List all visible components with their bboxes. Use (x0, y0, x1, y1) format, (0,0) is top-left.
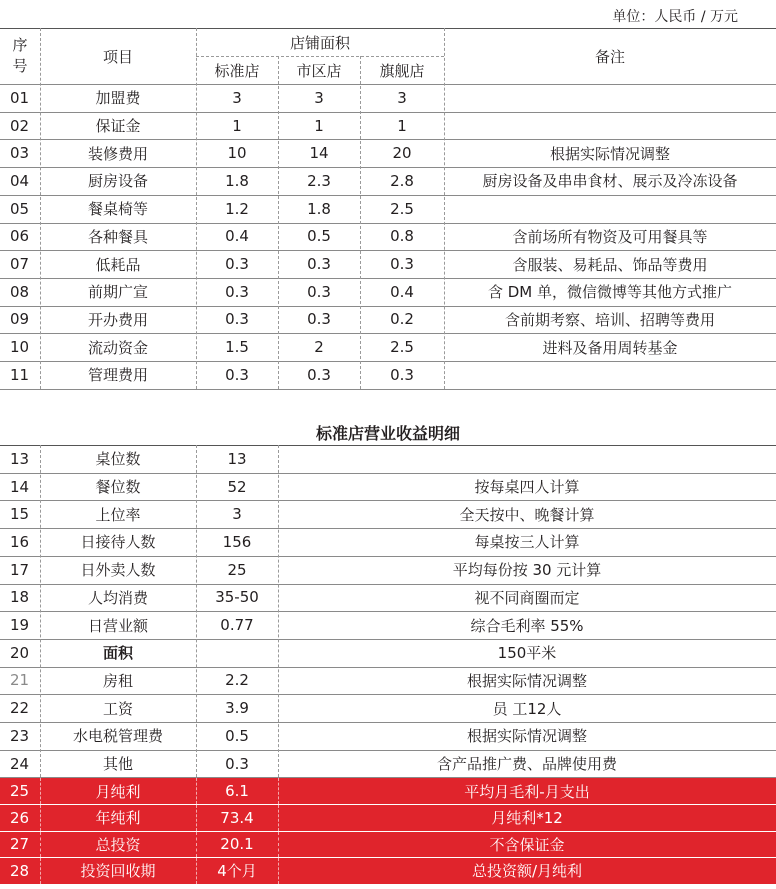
row-flagship: 2.8 (390, 171, 414, 190)
row-note (444, 112, 776, 140)
row-value: 3 (232, 505, 242, 524)
column-divider (40, 805, 41, 831)
row-number: 06 (10, 227, 30, 246)
row-urban: 0.3 (307, 282, 331, 301)
column-divider (40, 445, 41, 777)
row-number: 08 (10, 282, 30, 301)
row-note: 月纯利*12 (491, 809, 563, 828)
row-number: 09 (10, 310, 30, 329)
section-title: 标准店营业收益明细 (315, 424, 460, 443)
row-item: 加盟费 (95, 89, 141, 108)
row-item: 保证金 (95, 117, 141, 136)
row-note: 150平米 (497, 644, 557, 663)
row-number: 23 (10, 726, 30, 745)
row-flagship: 1 (397, 116, 407, 135)
row-standard: 3 (232, 88, 242, 107)
row-urban: 2 (314, 338, 324, 357)
row-urban: 0.3 (307, 365, 331, 384)
unit-label: 单位：人民币 / 万元 (612, 9, 738, 25)
row-note: 根据实际情况调整 (549, 144, 670, 163)
row-number: 27 (10, 835, 30, 854)
column-divider (278, 778, 279, 804)
row-item: 开办费用 (87, 310, 148, 329)
row-item: 桌位数 (95, 450, 141, 469)
column-divider (278, 445, 279, 777)
row-item: 日营业额 (87, 616, 148, 635)
row-flagship: 20 (392, 144, 412, 163)
column-divider (278, 805, 279, 831)
row-number: 17 (10, 560, 30, 579)
column-divider (196, 858, 197, 884)
row-note: 进料及备用周转基金 (542, 338, 678, 357)
row-note: 每桌按三人计算 (474, 533, 580, 552)
row-urban: 14 (309, 144, 329, 163)
row-note: 全天按中、晚餐计算 (459, 505, 595, 524)
row-urban: 0.5 (307, 227, 331, 246)
row-item: 日接待人数 (80, 533, 156, 552)
row-item: 流动资金 (87, 338, 148, 357)
row-number: 05 (10, 199, 30, 218)
row-number: 21 (10, 671, 30, 690)
row-note: 总投资额/月纯利 (471, 862, 583, 881)
row-urban: 1.8 (307, 199, 331, 218)
row-number: 28 (10, 861, 30, 880)
row-number: 26 (10, 808, 30, 827)
row-standard: 0.3 (225, 310, 249, 329)
highlight-row (0, 778, 776, 804)
row-number: 07 (10, 255, 30, 274)
row-note (444, 361, 776, 389)
row-note: 员 工12人 (492, 699, 562, 718)
row-note (444, 195, 776, 223)
row-item: 工资 (102, 699, 133, 718)
row-number: 13 (10, 449, 30, 468)
row-value: 13 (227, 449, 247, 468)
row-value: 73.4 (220, 808, 254, 827)
row-number: 16 (10, 532, 30, 551)
row-value: 156 (222, 532, 252, 551)
row-number: 02 (10, 116, 30, 135)
row-item: 房租 (102, 671, 133, 690)
row-standard: 10 (227, 144, 247, 163)
header-index: 序 号 (12, 36, 28, 75)
row-standard: 1.2 (225, 199, 249, 218)
row-flagship: 2.5 (390, 338, 414, 357)
header-notes: 备注 (594, 47, 625, 66)
column-divider (40, 858, 41, 884)
highlight-row (0, 832, 776, 858)
row-number: 19 (10, 616, 30, 635)
row-item: 各种餐具 (87, 227, 148, 246)
row-item: 日外卖人数 (80, 561, 156, 580)
row-number: 04 (10, 171, 30, 190)
row-item: 面积 (102, 644, 133, 663)
column-divider (196, 778, 197, 804)
header-item: 项目 (102, 47, 133, 66)
row-note: 含服装、易耗品、饰品等费用 (512, 255, 708, 274)
row-item: 管理费用 (87, 366, 148, 385)
column-divider (196, 805, 197, 831)
row-item: 上位率 (95, 505, 141, 524)
row-flagship: 3 (397, 88, 407, 107)
highlight-row (0, 858, 776, 884)
column-divider (196, 832, 197, 858)
row-item: 总投资 (95, 835, 141, 854)
row-item: 装修费用 (87, 144, 148, 163)
row-number: 22 (10, 699, 30, 718)
row-standard: 0.3 (225, 365, 249, 384)
row-value: 52 (227, 477, 247, 496)
row-value: 4个月 (217, 862, 257, 881)
row-item: 水电税管理费 (72, 727, 163, 746)
header-flagship: 旗舰店 (379, 61, 425, 80)
column-divider (196, 445, 197, 777)
row-number: 24 (10, 754, 30, 773)
row-item: 低耗品 (95, 255, 141, 274)
row-value: 0.3 (225, 754, 249, 773)
row-item: 餐位数 (95, 478, 141, 497)
row-number: 10 (10, 338, 30, 357)
header-subdivider (196, 56, 444, 57)
row-flagship: 0.3 (390, 255, 414, 274)
header-standard: 标准店 (214, 61, 260, 80)
row-standard: 0.4 (225, 227, 249, 246)
row-standard: 1 (232, 116, 242, 135)
column-divider (278, 832, 279, 858)
row-urban: 1 (314, 116, 324, 135)
row-flagship: 0.8 (390, 227, 414, 246)
row-note (278, 445, 776, 473)
column-divider (196, 28, 197, 389)
row-standard: 1.8 (225, 171, 249, 190)
row-value: 0.77 (220, 616, 254, 635)
row-item: 厨房设备 (87, 172, 148, 191)
row-note: 含前场所有物资及可用餐具等 (512, 227, 708, 246)
row-number: 01 (10, 88, 30, 107)
row-flagship: 0.3 (390, 365, 414, 384)
row-value: 0.5 (225, 726, 249, 745)
row-urban: 0.3 (307, 255, 331, 274)
row-note (444, 84, 776, 112)
row-note: 含 DM 单，微信微博等其他方式推广 (487, 283, 733, 302)
row-value: 20.1 (220, 835, 254, 854)
row-number: 15 (10, 505, 30, 524)
row-note: 含前期考察、培训、招聘等费用 (504, 310, 715, 329)
row-urban: 0.3 (307, 310, 331, 329)
row-item: 月纯利 (95, 782, 141, 801)
column-divider (278, 56, 279, 389)
header-store-area: 店铺面积 (289, 33, 350, 52)
row-value: 35-50 (215, 588, 259, 607)
row-value: 3.9 (225, 699, 249, 718)
row-standard: 0.3 (225, 255, 249, 274)
row-note: 平均每份按 30 元计算 (452, 561, 602, 580)
row-note: 不含保证金 (489, 835, 565, 854)
row-value: 6.1 (225, 782, 249, 801)
row-standard: 1.5 (225, 338, 249, 357)
column-divider (444, 28, 445, 389)
row-note: 综合毛利率 55% (470, 616, 584, 635)
column-divider (40, 28, 41, 389)
row-urban: 2.3 (307, 171, 331, 190)
row-flagship: 2.5 (390, 199, 414, 218)
row-note: 根据实际情况调整 (466, 727, 587, 746)
row-item: 其他 (102, 755, 133, 774)
row-item: 前期广宣 (87, 283, 148, 302)
column-divider (40, 832, 41, 858)
row-note: 根据实际情况调整 (466, 671, 587, 690)
row-number: 14 (10, 477, 30, 496)
row-item: 餐桌椅等 (87, 200, 148, 219)
row-item: 投资回收期 (80, 862, 156, 881)
row-number: 20 (10, 643, 30, 662)
row-urban: 3 (314, 88, 324, 107)
row-note: 视不同商圈而定 (474, 588, 580, 607)
row-number: 03 (10, 144, 30, 163)
column-divider (40, 778, 41, 804)
row-divider (0, 389, 776, 390)
row-item: 人均消费 (87, 588, 148, 607)
row-note: 平均月毛利-月支出 (464, 782, 590, 801)
row-item: 年纯利 (95, 809, 141, 828)
row-number: 18 (10, 588, 30, 607)
header-urban: 市区店 (296, 61, 342, 80)
row-value (196, 639, 278, 667)
row-flagship: 0.4 (390, 282, 414, 301)
row-value: 2.2 (225, 671, 249, 690)
row-note: 按每桌四人计算 (474, 478, 580, 497)
row-value: 25 (227, 560, 247, 579)
row-standard: 0.3 (225, 282, 249, 301)
column-divider (360, 56, 361, 389)
row-number: 25 (10, 782, 30, 801)
row-number: 11 (10, 365, 30, 384)
column-divider (278, 858, 279, 884)
row-note: 含产品推广费、品牌使用费 (436, 755, 617, 774)
row-flagship: 0.2 (390, 310, 414, 329)
row-note: 厨房设备及串串食材、展示及冷冻设备 (482, 172, 738, 191)
highlight-row (0, 805, 776, 831)
